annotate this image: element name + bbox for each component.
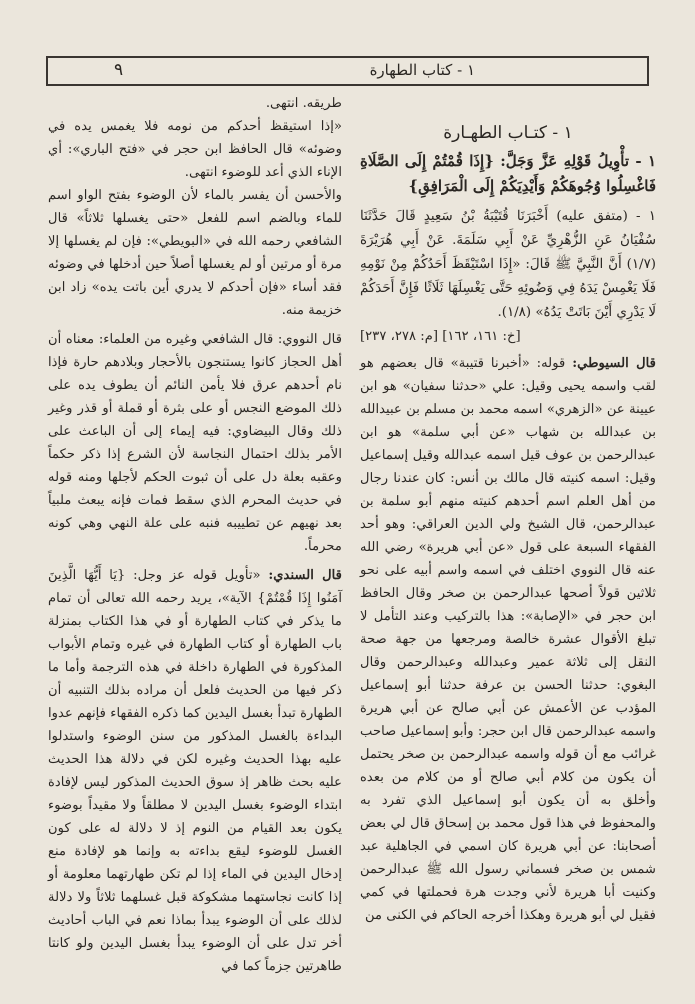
paragraph: قال النووي: قال الشافعي وغيره من العلماء: معناه أن أهل الحجاز كانوا يستنجون بالأحجار وبلادهم حارة فإذا نام أحدهم عرق فلا يأمن النائم أن يطوف يده على ذلك الموضع النجس أو على بثرة أو قملة أو قذر وغير ذلك وقال البيضاوي: فيه إيماء إلى أن الباعث على الأمر بذلك احتمال النجاسة لأن الشرع إذا ذكر حكماً وعقبه بعلة دل على أن ثبوت الحكم لأجلها ومنه قوله في حديث المحرم الذي سقط فمات فإنه يبعث ملبياً بعد نهيهم عن تطييبه فنبه على علة النهي وهي كونه محرماً. — [48, 332, 342, 554]
hadith-references: [خ: ١٦١، ١٦٢] [م: ٢٧٨، ٢٣٧] — [360, 329, 521, 344]
hadith-text: ١ - (متفق عليه) أَخْبَرَنَا قُتَيْبَةُ بْنُ سَعِيدٍ قَالَ حَدَّثَنَا سُفْيَانُ عَنِ الزُّهْرِيِّ عَنْ أَبِي سَلَمَةَ. عَنْ أَبِي هُرَيْرَةَ (١/٧) أَنَّ النَّبِيَّ ﷺ قَالَ: «إِذَا اسْتَيْقَظَ أَحَدُكُمْ مِنْ نَوْمِهِ فَلَا يَغْمِسْ يَدَهُ فِي وَضُوئِهِ حَتَّى يَغْسِلَهَا ثَلَاثًا فَإِنَّ أَحَدَكُمْ لَا يَدْرِي أَيْنَ بَاتَتْ يَدُهُ» (١/٨). — [360, 209, 656, 320]
section-heading: ١ - تأْوِيلُ قَوْلِهِ عَزَّ وَجَلَّ: {إِذَا قُمْتُمْ إِلَى الصَّلَاةِ فَاغْسِلُوا وُجُوهَكُمْ وَأَيْدِيَكُمْ إِلَى الْمَرَافِقِ} — [360, 152, 656, 195]
page-number: ٩ — [114, 60, 124, 80]
commentary-suyuti — [360, 352, 656, 927]
commentary-text: «تأويل قوله عز وجل: {يَا أَيُّهَا الَّذِينَ آمَنُوا إِذَا قُمْتُمْ} الآية»، يريد رحمه الله تعالى أن تمام ما يذكر في كتاب الطهارة أو في هذا الكتاب بمنزلة باب الطهارة أو كتاب الطهارة في غيره وتمام الأبواب المذكورة في الطهارة داخلة في هذه الترجمة وأما ما ذكر فيها من الحديث فلعل أن مراده بذلك التنبيه أن الطهارة تبدأ بغسل اليدين كما ذكره الفقهاء فإنهم عدوا البداءة بالغسل المذكور من سنن الوضوء واستدلوا عليه بهذا الحديث وغيره لكن في دلالة هذا الحديث عليه بحث ظاهر إذ سوق الحديث المذكور ليس لإفادة ابتداء الوضوء بغسل اليدين لا مطلقاً ولا مقيداً بوضوء يكون بعد القيام من النوم إذ لا دلالة له على كون الغسل للوضوء ليقع بداءته به وإنما هو لإفادة منع إدخال اليدين في الماء إذا لم تكن طهارتهما معلومة أو إذا كانت نجاستهما مشكوكة قبل غسلهما ثلاثاً ولا دلالة لذلك على أن الوضوء يبدأ بماذا نعم في الباب أحاديث أخر تدل على أن الوضوء يبدأ بغسل اليدين ولو كانتا طاهرتين جزماً كما في — [48, 568, 342, 974]
paragraph: طريقه. انتهى. — [265, 96, 342, 111]
chapter-title: ١ - كتـاب الطهـارة — [443, 123, 573, 143]
commentary-text: قوله: «أخبرنا قتيبة» قال بعضهم هو لقب واسمه يحيى وقيل: علي «حدثنا سفيان» هو ابن عيينة عن «الزهري» اسمه محمد بن مسلم بن عبيدالله بن عبدالله بن شهاب «عن أبي سلمة» هو ابن عبدالرحمن بن عوف قيل اسمه عبدالله وقيل إسماعيل وقيل: اسمه كنيته قال مالك بن أنس: كان عندنا رجال من أهل العلم اسم أحدهم كنيته منهم أبو سلمة بن عبدالرحمن، قال الشيخ ولي الدين العراقي: وهو أحد الفقهاء السبعة على قول «عن أبي هريرة» رضي الله عنه قال النووي اختلف في اسمه واسم أبيه على نحو ثلاثين قولاً أصحها عبدالرحمن بن صخر وقال الحافظ ابن حجر في «الإصابة»: هذا بالتركيب وعند التأمل لا تبلغ الأقوال عشرة خالصة ومرجعها من جهة صحة النقل إلى ثلاثة عمير وعبدالله وعبدالرحمن وقال البغوي: حدثنا الحسن بن عرفة حدثنا أبو إسماعيل المؤدب عن الأعمش عن أبي صالح عن أبي هريرة واسمه عبدالرحمن قال ابن حجر: وأبو إسماعيل صاحب غرائب مع أن قوله واسمه عبدالرحمن بن صخر يحتمل أن يكون من كلام أبي صالح أو من كلام من بعده وأخلق به أن يكون أبو إسماعيل الذي تفرد به والمحفوظ في هذا قول محمد بن إسحاق قال لي بعض أصحابنا: عن أبي هريرة كان اسمي في الجاهلية عبد شمس بن صخر فسماني رسول الله ﷺ عبدالرحمن وكنيت أبا هريرة لأني وجدت هرة فحملتها في كمي فقيل لي أبو هريرة وهكذا أخرجه الحاكم في الكنى من — [360, 356, 656, 923]
paragraph: والأحسن أن يفسر بالماء لأن الوضوء بفتح الواو اسم للماء وبالضم اسم للفعل «حتى يغسلها ثلاثاً» قال الشافعي رحمه الله في «البويطي»: فإن لم يغسلها إلا مرة أو مرتين أو لم يغسلها أصلاً حين أدخلها في وضوئه فقد أساء «فإن أحدكم لا يدري أين باتت يده» زاد ابن خزيمة منه. — [48, 188, 342, 318]
right-column — [360, 92, 656, 927]
header-title: ١ - كتاب الطهارة — [369, 61, 475, 79]
left-column — [48, 92, 342, 978]
commentary-label: قال السندي: — [268, 568, 342, 583]
running-header — [46, 56, 649, 86]
paragraph: «إذا استيقظ أحدكم من نومه فلا يغمس يده في وضوئه» قال الحافظ ابن حجر في «فتح الباري»: أي الإناء الذي أعد للوضوء انتهى. — [48, 119, 342, 180]
commentary-label: قال السيوطي: — [572, 356, 656, 371]
commentary-sindi — [48, 564, 342, 978]
